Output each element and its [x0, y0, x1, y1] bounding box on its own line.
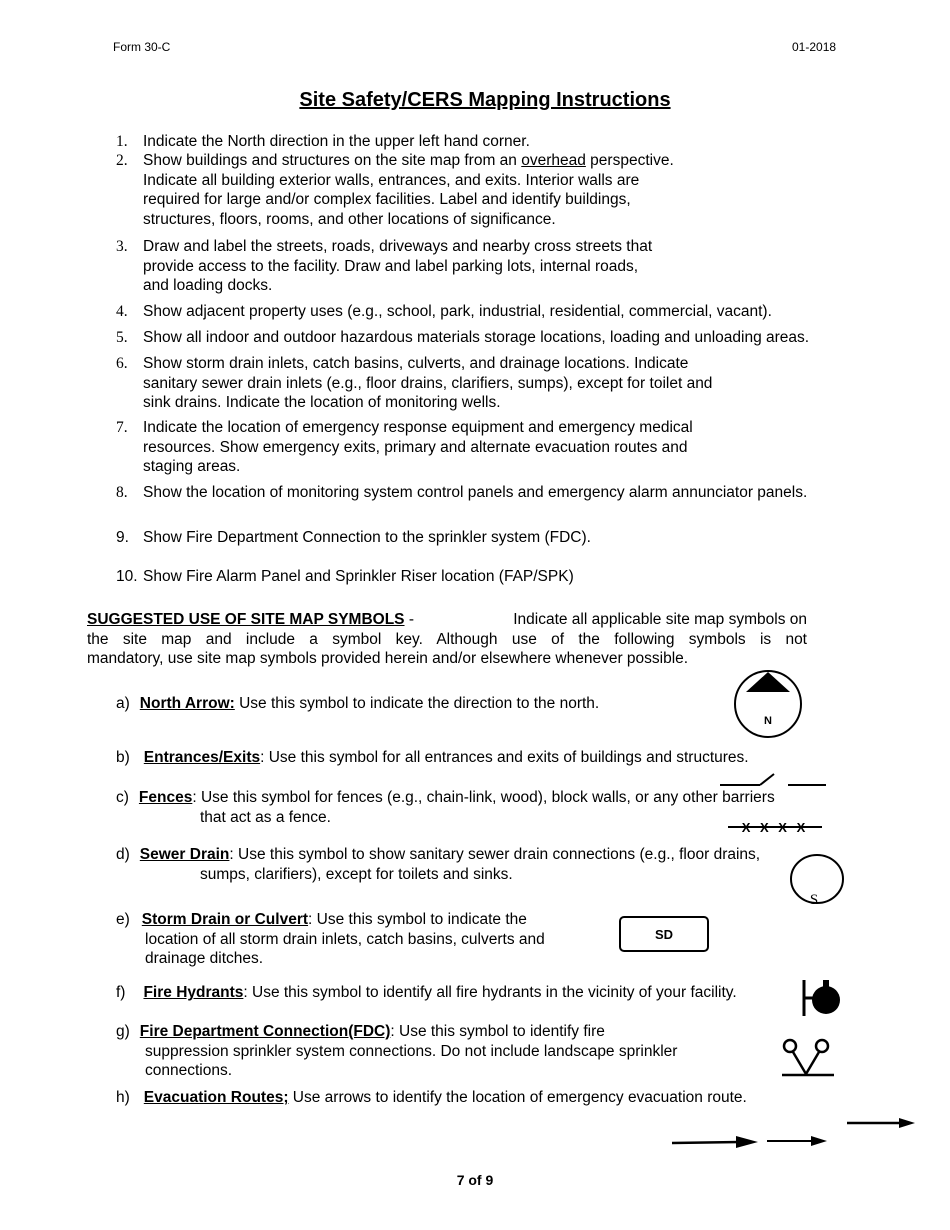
fdc-icon [778, 1036, 838, 1080]
symbol-item-storm-drain: e) Storm Drain or Culvert: Use this symbol to indicate the location of all storm drain inlets, catch basins, culverts and drainage ditches. [116, 911, 545, 967]
symbol-item-north-arrow: a) North Arrow: Use this symbol to indicate the direction to the north. [116, 695, 600, 712]
list-number: 1. [116, 133, 128, 150]
symbol-item-fdc: g) Fire Department Connection(FDC): Use this symbol to identify fire suppression sprinkler system connections. Do not include landscape sprinkler connections. [116, 1023, 678, 1079]
symbol-item-fire-hydrants: f) Fire Hydrants: Use this symbol to identify all fire hydrants in the vicinity of your facility. [116, 984, 737, 1001]
list-item: Show buildings and structures on the site map from an overhead perspective. Indicate all building exterior walls, entrances, and exits. Interior walls are required for large and/or complex facilities. Label and identify buildings, structures, floors, rooms, and other locations of significance. [143, 152, 674, 228]
storm-drain-icon: SD [619, 916, 709, 952]
svg-text:S: S [809, 892, 819, 906]
page-number: 7 of 9 [456, 1172, 494, 1188]
page-title: Site Safety/CERS Mapping Instructions [299, 89, 671, 111]
symbol-item-fences: c) Fences: Use this symbol for fences (e.g., chain-link, wood), block walls, or any other barriers that act as a fence. [116, 789, 775, 826]
list-item: Show adjacent property uses (e.g., school, park, industrial, residential, commercial, vacant). [143, 303, 772, 320]
symbols-intro: SUGGESTED USE OF SITE MAP SYMBOLS - Indicate all applicable site map symbols on the site map and include a symbol key. Although use of the following symbols is not mandatory, use site map symbols provided herein and/or elsewhere whenever possible. [87, 611, 807, 667]
list-number: 6. [116, 355, 128, 372]
list-number: 4. [116, 303, 128, 320]
list-number: 10. [116, 568, 138, 585]
list-number: 7. [116, 419, 128, 436]
arrow-right-icon [765, 1134, 829, 1148]
list-number: 2. [116, 152, 128, 169]
list-item: Show the location of monitoring system control panels and emergency alarm annunciator panels. [143, 484, 808, 501]
svg-text:N: N [764, 715, 772, 727]
north-arrow-icon [732, 668, 804, 740]
symbol-item-sewer-drain: d) Sewer Drain: Use this symbol to show sanitary sewer drain connections (e.g., floor drains, sumps, clarifiers), except for toilets and sinks. [116, 846, 761, 883]
list-number: 8. [116, 484, 128, 501]
form-date: 01-2018 [792, 40, 837, 54]
list-item: Show Fire Alarm Panel and Sprinkler Riser location (FAP/SPK) [143, 568, 574, 585]
fence-icon [726, 818, 824, 836]
symbols-heading: SUGGESTED USE OF SITE MAP SYMBOLS [87, 611, 405, 628]
fire-hydrant-icon [800, 976, 844, 1020]
symbol-item-evacuation-routes: h) Evacuation Routes; Use arrows to identify the location of emergency evacuation route. [116, 1089, 747, 1106]
symbol-item-entrances-exits: b) Entrances/Exits: Use this symbol for all entrances and exits of buildings and structures. [116, 749, 749, 766]
list-item: Show storm drain inlets, catch basins, culverts, and drainage locations. Indicate sanitary sewer drain inlets (e.g., floor drains, clarifiers, sumps), except for toilet and sink drains. Indicate the location of monitoring wells. [143, 355, 713, 411]
entrance-exit-icon [718, 770, 828, 790]
list-number: 5. [116, 329, 128, 346]
form-id: Form 30-C [113, 40, 171, 54]
sewer-drain-icon [788, 852, 846, 906]
list-item: Draw and label the streets, roads, driveways and nearby cross streets that provide access to the facility. Draw and label parking lots, internal roads, and loading docks. [143, 238, 653, 294]
list-item: Indicate the location of emergency response equipment and emergency medical resources. Show emergency exits, primary and alternate evacuation routes and staging areas. [143, 419, 693, 475]
arrow-right-icon [670, 1134, 760, 1150]
svg-text:X X X X: X X X X [741, 820, 809, 835]
list-number: 9. [116, 529, 129, 546]
list-number: 3. [116, 238, 128, 255]
list-item: Show Fire Department Connection to the sprinkler system (FDC). [143, 529, 591, 546]
arrow-right-icon [845, 1116, 917, 1130]
list-item: Indicate the North direction in the upper left hand corner. [143, 133, 530, 150]
list-item: Show all indoor and outdoor hazardous materials storage locations, loading and unloading areas. [143, 329, 810, 346]
